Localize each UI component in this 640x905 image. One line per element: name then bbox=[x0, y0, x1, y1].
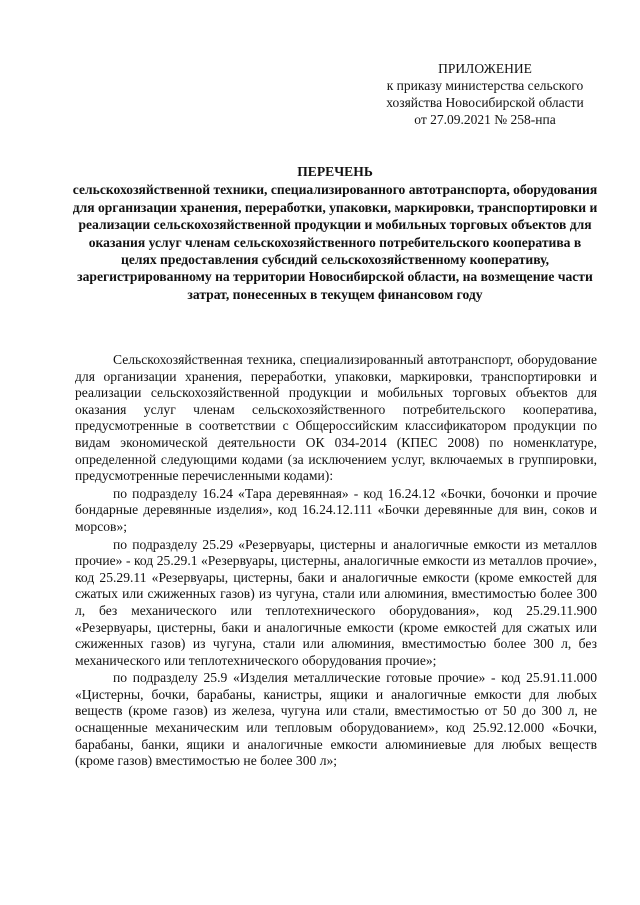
appendix-date-number: от 27.09.2021 № 258-нпа bbox=[414, 112, 556, 127]
appendix-ministry-line: хозяйства Новосибирской области bbox=[386, 95, 584, 110]
paragraph-intro: Сельскохозяйственная техника, специализированный автотранспорт, оборудование для организации хранения, переработки, упаковки, маркировки, транспортировки и реализации сельскохозяйственной продукции и мобильных торговых объектов для оказания услуг членам сельскохозяйственного потребительского кооператива, предусмотренные в соответствии с Общероссийским классификатором продукции по видам экономической деятельности ОК 034-2014 (КПЕС 2008) по номенклатуре, определенной следующими кодами (за исключением услуг, включаемых в группировки, предусмотренные перечисленными кодами): bbox=[75, 352, 597, 484]
appendix-label: ПРИЛОЖЕНИЕ bbox=[438, 61, 532, 76]
document-body bbox=[75, 352, 597, 770]
title-heading: ПЕРЕЧЕНЬ bbox=[297, 164, 373, 179]
appendix-order-line: к приказу министерства сельского bbox=[386, 78, 584, 93]
paragraph-16-24: по подразделу 16.24 «Тара деревянная» - код 16.24.12 «Бочки, бочонки и прочие бондарные деревянные изделия», код 16.24.12.111 «Бочки деревянные для вин, соков и морсов»; bbox=[75, 485, 597, 534]
paragraph-25-29: по подразделу 25.29 «Резервуары, цистерны и аналогичные емкости из металлов прочие» - код 25.29.1 «Резервуары, цистерны, аналогичные емкости из металлов прочие», код 25.29.11 «Резервуары, цистерны, баки и аналогичные емкости (кроме емкостей для сжатых или сжиженных газов) из чугуна, стали или алюминия, вместимостью более 300 л, без механического или теплотехнического оборудования», код 25.29.11.900 «Резервуары, цистерны, баки и аналогичные емкости (кроме емкостей для сжатых или сжиженных газов) из чугуна, стали или алюминия, вместимостью более 300 л, без механического или теплотехнического оборудования прочие»; bbox=[75, 536, 597, 668]
title-text: сельскохозяйственной техники, специализированного автотранспорта, оборудования для организации хранения, переработки, упаковки, маркировки, транспортировки и реализации сельскохозяйственной продукции и мобильных торговых объектов для оказания услуг членам сельскохозяйственного потребительского кооператива в целях предоставления субсидий сельскохозяйственному кооперативу, зарегистрированному на территории Новосибирской области, на возмещение части затрат, понесенных в текущем финансовом году bbox=[72, 182, 598, 302]
paragraph-25-9: по подразделу 25.9 «Изделия металлические готовые прочие» - код 25.91.11.000 «Цистерны, бочки, барабаны, канистры, ящики и аналогичные емкости для любых веществ (кроме газов) из железа, чугуна или стали, вместимостью от 50 до 300 л, не оснащенные механическим или тепловым оборудованием», код 25.92.12.000 «Бочки, барабаны, банки, ящики и аналогичные емкости алюминиевые для любых веществ (кроме газов) вместимостью не более 300 л»; bbox=[75, 670, 597, 769]
appendix-block bbox=[360, 60, 610, 128]
document-title bbox=[70, 163, 600, 303]
